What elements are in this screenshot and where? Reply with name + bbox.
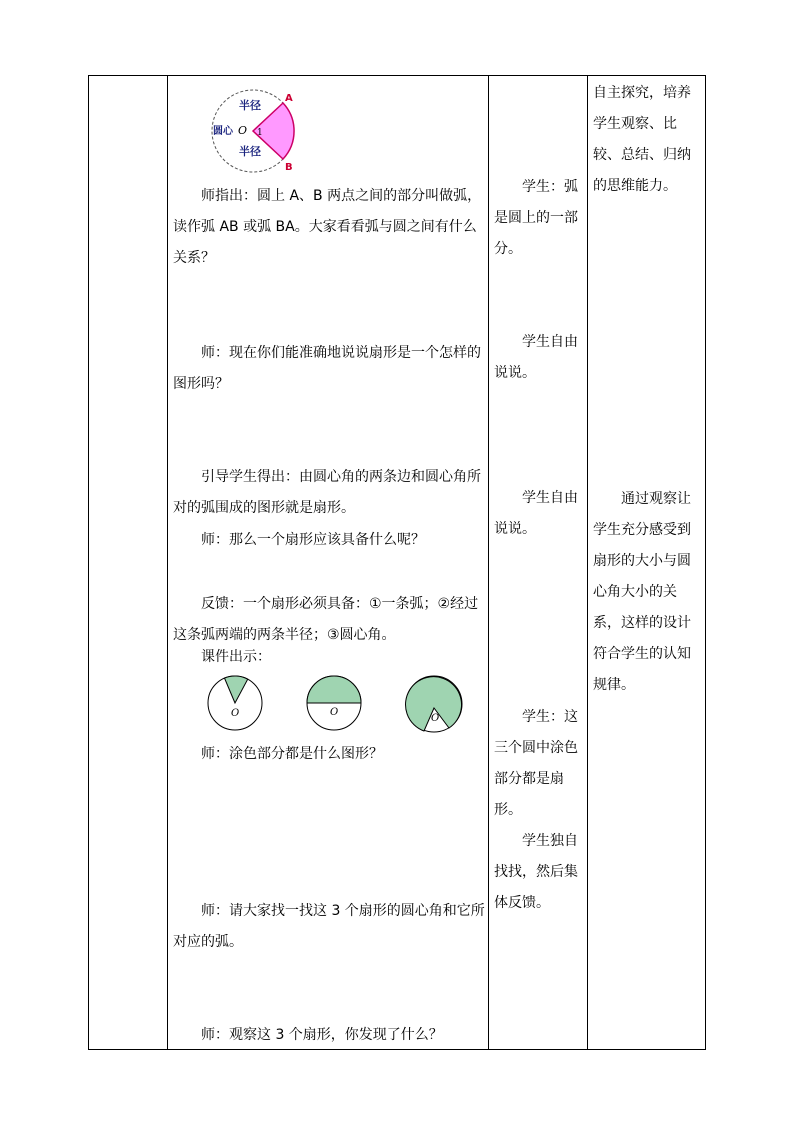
student-para-2: 学生自由说说。: [494, 334, 578, 381]
column-divider-3: [587, 76, 588, 1049]
label-center: 圆心: [213, 126, 233, 137]
teacher-para-5: 反馈：一个扇形必须具备：①一条弧；②经过这条弧两端的两条半径；③圆心角。: [173, 596, 479, 643]
column-divider-1: [167, 76, 168, 1049]
student-para-4: 学生：这三个圆中涂色部分都是扇形。: [494, 709, 578, 818]
student-para-5: 学生独自找找，然后集体反馈。: [494, 833, 578, 911]
teacher-para-1: 师指出：圆上 A、B 两点之间的部分叫做弧，读作弧 AB 或弧 BA。大家看看弧与圆之间有什么关系？: [173, 188, 482, 266]
circle-2-label: O: [330, 707, 339, 718]
teacher-para-8: 师：请大家找一找这 3 个扇形的圆心角和它所对应的弧。: [173, 903, 485, 950]
intent-para-1: 自主探究，培养学生观察、比较、总结、归纳的思维能力。: [593, 85, 691, 194]
label-angle: 1: [257, 128, 263, 138]
sector-circle-2: [306, 675, 362, 731]
teacher-para-7: 师：涂色部分都是什么图形？: [201, 746, 383, 762]
lesson-plan-table: [88, 75, 706, 1050]
sector-diagram: [207, 86, 307, 176]
student-para-3: 学生自由说说。: [494, 490, 578, 537]
label-o: O: [238, 124, 248, 137]
label-a: A: [285, 93, 293, 104]
teacher-para-4: 师：那么一个扇形应该具备什么呢？: [201, 532, 425, 548]
label-b: B: [285, 162, 293, 173]
intent-para-2: 通过观察让学生充分感受到扇形的大小与圆心角大小的关系，这样的设计符合学生的认知规律。: [593, 491, 691, 693]
column-divider-2: [488, 76, 489, 1049]
sector-circle-1: [207, 675, 263, 731]
circle-3-label: O: [431, 713, 440, 724]
teacher-para-3: 引导学生得出：由圆心角的两条边和圆心角所对的弧围成的图形就是扇形。: [173, 469, 481, 516]
student-para-1: 学生：弧是圆上的一部分。: [494, 179, 578, 257]
label-radius-top: 半径: [239, 99, 261, 112]
sector-circle-3: [405, 675, 463, 733]
teacher-para-6: 课件出示：: [201, 649, 271, 665]
circle-1-label: O: [231, 708, 240, 719]
teacher-para-9: 师：观察这 3 个扇形，你发现了什么？: [201, 1027, 443, 1043]
teacher-para-2: 师：现在你们能准确地说说扇形是一个怎样的图形吗？: [173, 345, 481, 392]
label-radius-bottom: 半径: [239, 145, 261, 158]
